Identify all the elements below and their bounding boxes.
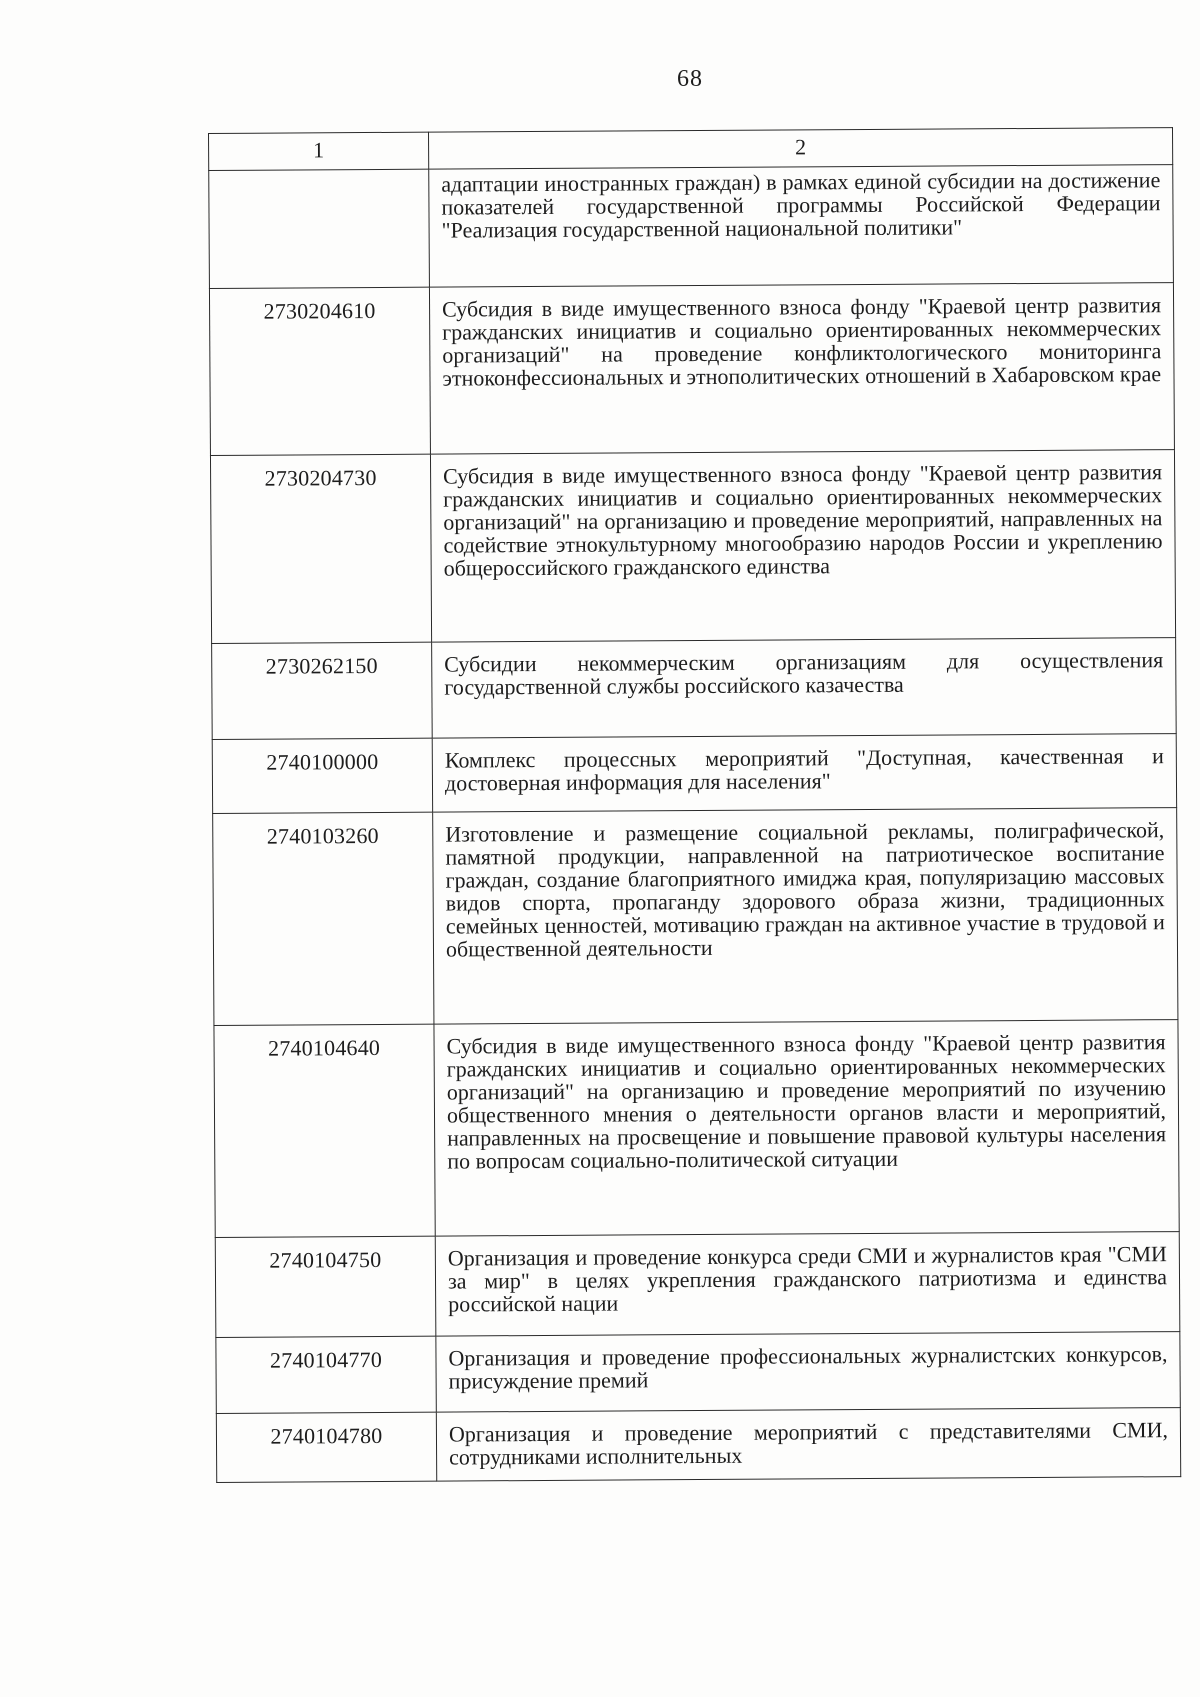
row-code: 2730204730	[210, 454, 431, 643]
table-row	[213, 808, 1178, 1026]
row-code: 2730262150	[212, 642, 433, 739]
table-row	[214, 1020, 1179, 1238]
row-description: Субсидия в виде имущественного взноса фонду "Краевой центр развития гражданских инициатив и социально ориентированных некоммерческих организаций" на проведение конфликтологического мониторинга этноконфессиональных и этнополитических отношений в Хабаровском крае	[429, 283, 1174, 455]
row-code: 2740100000	[212, 738, 432, 813]
row-code: 2740104770	[216, 1336, 436, 1413]
row-code: 2740103260	[213, 812, 434, 1025]
table-row	[215, 1232, 1180, 1338]
row-description: Комплекс процессных мероприятий "Доступная, качественная и достоверная информация для населения"	[432, 734, 1176, 813]
table-row	[209, 165, 1174, 289]
row-code: 2740104750	[215, 1236, 436, 1337]
table-row	[210, 450, 1175, 644]
row-description: Субсидия в виде имущественного взноса фонду "Краевой центр развития гражданских инициатив и социально ориентированных некоммерческих организаций" на организацию и проведение мероприятий по изучению общественного мнения о деятельности органов власти и мероприятий, направленных на просвещение и повышение правовой культуры населения по вопросам социально-политической ситуации	[434, 1020, 1179, 1237]
table-row	[216, 1408, 1180, 1483]
row-description: Изготовление и размещение социальной рекламы, полиграфической, памятной продукции, направленной на патриотическое воспитание граждан, создание благоприятного имиджа края, популяризацию массовых видов спорта, пропаганду здорового образа жизни, традиционных семейных ценностей, мотивацию граждан на активное участие в трудовой и общественной деятельности	[433, 808, 1178, 1025]
row-description: адаптации иностранных граждан) в рамках единой субсидии на достижение показателей государственной программы Российской Федерации "Реализация государственной национальной политики"	[429, 165, 1174, 288]
table-row	[212, 638, 1177, 740]
row-code: 2730204610	[209, 287, 430, 455]
row-description: Субсидии некоммерческим организациям для осуществления государственной службы российского казачества	[432, 638, 1177, 739]
table-row	[216, 1332, 1180, 1414]
column-header-2: 2	[428, 128, 1172, 170]
row-description: Организация и проведение конкурса среди СМИ и журналистов края "СМИ за мир" в целях укрепления гражданского патриотизма и единства российской нации	[435, 1232, 1180, 1337]
page-number: 68	[677, 66, 703, 92]
row-description: Организация и проведение мероприятий с представителями СМИ, сотрудниками исполнительных	[436, 1408, 1180, 1482]
table-row	[209, 283, 1174, 456]
row-description: Организация и проведение профессиональных журналистских конкурсов, присуждение премий	[436, 1332, 1180, 1413]
row-description: Субсидия в виде имущественного взноса фонду "Краевой центр развития гражданских инициатив и социально ориентированных некоммерческих организаций" на организацию и проведение мероприятий, направленных на содействие этнокультурному многообразию народов России и укреплению общероссийского гражданского единства	[430, 450, 1175, 643]
column-header-1: 1	[209, 132, 429, 170]
table-header-row	[209, 128, 1173, 171]
row-code: 2740104640	[214, 1024, 435, 1237]
row-code: 2740104780	[216, 1412, 436, 1482]
classification-table	[208, 127, 1181, 1483]
table-row	[212, 734, 1176, 814]
row-code	[209, 169, 430, 288]
